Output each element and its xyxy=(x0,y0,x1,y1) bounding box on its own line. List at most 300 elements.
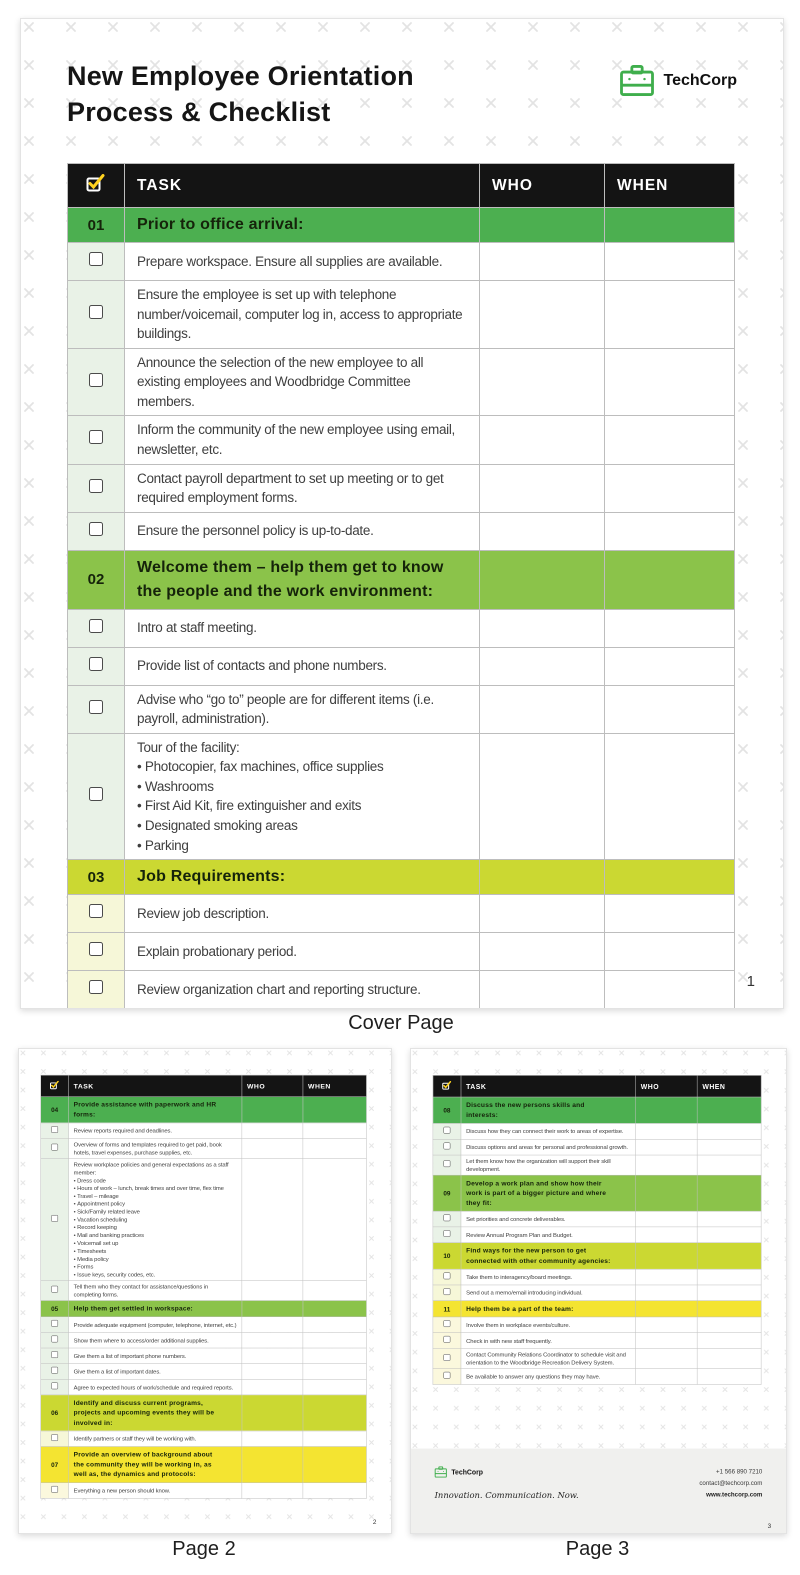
table-header-row xyxy=(68,164,735,208)
table-header-row xyxy=(41,1075,367,1096)
who-cell[interactable] xyxy=(480,971,605,1009)
when-cell[interactable] xyxy=(605,733,735,859)
section-title: Provide an overview of background about the community they will be working in, as well as, the dynamics and protocols: xyxy=(69,1447,242,1483)
task-row xyxy=(41,1317,367,1333)
task-row xyxy=(433,1139,761,1155)
task-text: Announce the selection of the new employee to all existing employees and Woodbridge Committee members. xyxy=(125,348,480,416)
section-title: Welcome them – help them get to know the people and the work environment: xyxy=(125,550,480,609)
page2-card xyxy=(18,1048,392,1534)
who-cell[interactable] xyxy=(480,647,605,685)
task-row xyxy=(41,1333,367,1349)
section-header-row xyxy=(433,1301,761,1317)
checkbox-cell[interactable] xyxy=(41,1483,69,1499)
checkbox-cell[interactable] xyxy=(433,1269,461,1285)
task-bullet: • Record keeping xyxy=(74,1223,237,1231)
task-bullet: • Hours of work – lunch, break times and over time, flex time xyxy=(74,1184,237,1192)
task-text-lead: Tour of the facility: xyxy=(137,739,240,755)
when-cell[interactable] xyxy=(697,1211,761,1227)
task-text: Inform the community of the new employee using email, newsletter, etc. xyxy=(125,416,480,464)
when-cell[interactable] xyxy=(697,1123,761,1139)
task-bullet: • Parking xyxy=(137,836,467,856)
task-text: Identify partners or staff they will be working with. xyxy=(69,1431,242,1447)
who-cell[interactable] xyxy=(242,1348,303,1364)
section-who-cell xyxy=(636,1175,698,1211)
task-row xyxy=(433,1285,761,1301)
task-checkbox[interactable] xyxy=(443,1215,450,1222)
task-text: Contact Community Relations Coordinator to schedule visit and orientation to the Woodbridge Recreation Delivery System. xyxy=(461,1349,636,1369)
task-text: Prepare workspace. Ensure all supplies are available. xyxy=(125,243,480,281)
who-cell[interactable] xyxy=(480,609,605,647)
check-column-header xyxy=(41,1075,69,1096)
checkbox-cell[interactable] xyxy=(433,1369,461,1385)
checkbox-cell[interactable] xyxy=(68,647,125,685)
task-checkbox[interactable] xyxy=(51,1367,58,1374)
checkbox-cell[interactable] xyxy=(68,512,125,550)
task-checkbox[interactable] xyxy=(89,305,103,319)
when-cell[interactable] xyxy=(605,416,735,464)
task-text: Explain probationary period. xyxy=(125,933,480,971)
section-when-cell xyxy=(697,1175,761,1211)
task-checkbox[interactable] xyxy=(443,1372,450,1379)
task-bullet: • Appointment policy xyxy=(74,1200,237,1208)
section-when-cell xyxy=(303,1097,366,1123)
section-title: Find ways for the new person to get connected with other community agencies: xyxy=(461,1243,636,1269)
task-row xyxy=(68,281,735,349)
when-cell[interactable] xyxy=(605,512,735,550)
who-cell[interactable] xyxy=(480,348,605,416)
task-bullet: • Media policy xyxy=(74,1255,237,1263)
checkbox-cell[interactable] xyxy=(41,1123,69,1139)
section-header-row xyxy=(41,1301,367,1317)
task-text: Discuss options and areas for personal and professional growth. xyxy=(461,1139,636,1155)
task-row xyxy=(433,1369,761,1385)
task-row xyxy=(433,1211,761,1227)
checkbox-cell[interactable] xyxy=(41,1348,69,1364)
section-title: Develop a work plan and show how their work is part of a bigger picture and where they fit: xyxy=(461,1175,636,1211)
briefcase-icon xyxy=(435,1466,447,1477)
checklist-table-cover xyxy=(67,163,735,1009)
who-cell[interactable] xyxy=(636,1333,698,1349)
task-checkbox[interactable] xyxy=(51,1144,58,1151)
task-text: Send out a memo/email introducing individual. xyxy=(461,1285,636,1301)
task-row xyxy=(433,1317,761,1333)
section-when-cell xyxy=(697,1301,761,1317)
task-text: Review reports required and deadlines. xyxy=(69,1123,242,1139)
who-cell[interactable] xyxy=(636,1369,698,1385)
when-cell[interactable] xyxy=(303,1364,366,1380)
section-who-cell xyxy=(480,550,605,609)
task-text: Review job description. xyxy=(125,895,480,933)
section-number: 04 xyxy=(41,1097,69,1123)
task-checkbox[interactable] xyxy=(89,787,103,801)
footer-phone: +1 566 890 7210 xyxy=(716,1468,763,1476)
when-cell[interactable] xyxy=(605,281,735,349)
when-cell[interactable] xyxy=(303,1281,366,1301)
task-text: Ensure the personnel policy is up-to-date. xyxy=(125,512,480,550)
checkbox-cell[interactable] xyxy=(433,1155,461,1175)
checkbox-cell[interactable] xyxy=(68,348,125,416)
task-checkbox[interactable] xyxy=(89,980,103,994)
cover-caption: Cover Page xyxy=(348,1012,454,1034)
when-cell[interactable] xyxy=(697,1333,761,1349)
task-row xyxy=(41,1364,367,1380)
who-cell[interactable] xyxy=(242,1317,303,1333)
checkbox-cell[interactable] xyxy=(433,1285,461,1301)
checkbox-cell[interactable] xyxy=(433,1139,461,1155)
task-checkbox[interactable] xyxy=(89,522,103,536)
task-row xyxy=(433,1155,761,1175)
task-row xyxy=(433,1333,761,1349)
page-title-line1: New Employee Orientation xyxy=(67,61,414,91)
who-cell[interactable] xyxy=(636,1227,698,1243)
task-row xyxy=(68,647,735,685)
page3-document xyxy=(411,1049,786,1534)
task-bullet: • Sick/Family related leave xyxy=(74,1208,237,1216)
who-cell[interactable] xyxy=(636,1269,698,1285)
who-cell[interactable] xyxy=(242,1379,303,1395)
who-cell[interactable] xyxy=(480,512,605,550)
task-bullet: • Photocopier, fax machines, office supplies xyxy=(137,757,467,777)
document-footer xyxy=(411,1449,786,1534)
when-cell[interactable] xyxy=(605,933,735,971)
task-text: Discuss how they can connect their work to areas of expertise. xyxy=(461,1123,636,1139)
task-text-lead: Review workplace policies and general expectations as a staff member: xyxy=(73,1161,229,1176)
section-who-cell xyxy=(242,1447,303,1483)
when-cell[interactable] xyxy=(303,1138,366,1158)
task-row xyxy=(68,512,735,550)
section-when-cell xyxy=(303,1447,366,1483)
checkbox-cell[interactable] xyxy=(41,1333,69,1349)
when-cell[interactable] xyxy=(697,1227,761,1243)
task-row xyxy=(68,685,735,733)
when-cell[interactable] xyxy=(303,1158,366,1280)
task-bullet: • Designated smoking areas xyxy=(137,816,467,836)
when-cell[interactable] xyxy=(697,1269,761,1285)
checkbox-cell[interactable] xyxy=(41,1379,69,1395)
task-checkbox[interactable] xyxy=(89,700,103,714)
checkbox-cell[interactable] xyxy=(68,609,125,647)
checkbox-cell[interactable] xyxy=(68,895,125,933)
section-header-row xyxy=(41,1097,367,1123)
task-row xyxy=(68,895,735,933)
who-cell[interactable] xyxy=(636,1139,698,1155)
task-row xyxy=(41,1138,367,1158)
task-row xyxy=(41,1431,367,1447)
task-text: Advise who “go to” people are for different items (i.e. payroll, administration). xyxy=(125,685,480,733)
who-cell[interactable] xyxy=(636,1155,698,1175)
checkbox-cell[interactable] xyxy=(433,1227,461,1243)
section-number: 09 xyxy=(433,1175,461,1211)
task-text: Let them know how the organization will support their skill development. xyxy=(461,1155,636,1175)
task-row xyxy=(68,609,735,647)
checkbox-cell[interactable] xyxy=(433,1349,461,1369)
checkbox-cell[interactable] xyxy=(68,416,125,464)
checkbox-cell[interactable] xyxy=(433,1211,461,1227)
task-text: Review organization chart and reporting structure. xyxy=(125,971,480,1009)
task-row xyxy=(68,464,735,512)
task-bullet: • Washrooms xyxy=(137,777,467,797)
checkbox-cell[interactable] xyxy=(41,1317,69,1333)
task-bullet: • Issue keys, security codes, etc. xyxy=(74,1271,237,1279)
task-row xyxy=(68,733,735,859)
task-text: Contact payroll department to set up meeting or to get required employment forms. xyxy=(125,464,480,512)
who-cell[interactable] xyxy=(636,1285,698,1301)
task-text: Give them a list of important dates. xyxy=(69,1364,242,1380)
checkbox-cell[interactable] xyxy=(68,281,125,349)
task-checkbox[interactable] xyxy=(51,1320,58,1327)
task-checkbox[interactable] xyxy=(443,1336,450,1343)
who-cell[interactable] xyxy=(242,1158,303,1280)
task-text: Overview of forms and templates required to get paid, book hotels, travel expenses, purchase supplies, etc. xyxy=(69,1138,242,1158)
section-number: 02 xyxy=(68,550,125,609)
who-cell[interactable] xyxy=(242,1281,303,1301)
task-bullet: • Timesheets xyxy=(74,1247,237,1255)
task-checkbox[interactable] xyxy=(443,1142,450,1149)
who-cell[interactable] xyxy=(480,933,605,971)
task-bullet: • Vacation scheduling xyxy=(74,1216,237,1224)
section-who-cell xyxy=(480,860,605,895)
task-checkbox[interactable] xyxy=(89,479,103,493)
section-header-row xyxy=(68,860,735,895)
when-cell[interactable] xyxy=(605,243,735,281)
task-checkbox[interactable] xyxy=(443,1288,450,1295)
when-cell[interactable] xyxy=(697,1349,761,1369)
checkbox-cell[interactable] xyxy=(433,1333,461,1349)
task-text: Agree to expected hours of work/schedule and required reports. xyxy=(69,1379,242,1395)
footer-brand-name: TechCorp xyxy=(451,1468,484,1476)
checkbox-cell[interactable] xyxy=(41,1138,69,1158)
section-who-cell xyxy=(480,208,605,243)
section-who-cell xyxy=(242,1097,303,1123)
task-checkbox[interactable] xyxy=(89,942,103,956)
task-text: Tell them who they contact for assistance/questions in completing forms. xyxy=(69,1281,242,1301)
task-row xyxy=(68,243,735,281)
when-cell[interactable] xyxy=(697,1139,761,1155)
footer-brand-logo xyxy=(435,1466,579,1477)
brand-name: TechCorp xyxy=(663,71,737,89)
task-column-header: TASK xyxy=(69,1075,242,1096)
task-checkbox[interactable] xyxy=(89,657,103,671)
footer-website[interactable]: www.techcorp.com xyxy=(706,1491,763,1498)
section-number: 08 xyxy=(433,1097,461,1123)
section-number: 06 xyxy=(41,1395,69,1431)
task-text: Provide list of contacts and phone numbers. xyxy=(125,647,480,685)
when-cell[interactable] xyxy=(303,1379,366,1395)
section-when-cell xyxy=(697,1097,761,1123)
who-cell[interactable] xyxy=(242,1138,303,1158)
section-number: 07 xyxy=(41,1447,69,1483)
task-row xyxy=(41,1379,367,1395)
when-cell[interactable] xyxy=(605,348,735,416)
when-cell[interactable] xyxy=(605,895,735,933)
task-checkbox[interactable] xyxy=(51,1215,58,1222)
task-checkbox[interactable] xyxy=(89,373,103,387)
page3-card xyxy=(410,1048,787,1534)
when-cell[interactable] xyxy=(303,1317,366,1333)
when-cell[interactable] xyxy=(697,1285,761,1301)
who-cell[interactable] xyxy=(636,1211,698,1227)
when-cell[interactable] xyxy=(697,1317,761,1333)
section-header-row xyxy=(68,550,735,609)
when-column-header: WHEN xyxy=(697,1075,761,1097)
when-cell[interactable] xyxy=(605,647,735,685)
task-text: Intro at staff meeting. xyxy=(125,609,480,647)
task-text xyxy=(69,1158,242,1280)
page-number: 1 xyxy=(746,973,755,990)
section-title: Identify and discuss current programs, projects and upcoming events they will be involved in: xyxy=(69,1395,242,1431)
task-bullet: • Voicemail set up xyxy=(74,1239,237,1247)
section-number: 05 xyxy=(41,1301,69,1317)
task-row xyxy=(41,1281,367,1301)
task-text: Provide adequate equipment (computer, telephone, internet, etc.) xyxy=(69,1317,242,1333)
footer-tagline: Innovation. Communication. Now. xyxy=(434,1490,579,1501)
task-checkbox[interactable] xyxy=(89,252,103,266)
task-column-header: TASK xyxy=(125,164,480,208)
when-cell[interactable] xyxy=(605,464,735,512)
when-cell[interactable] xyxy=(303,1333,366,1349)
checkbox-cell[interactable] xyxy=(68,243,125,281)
task-bullet: • Dress code xyxy=(74,1176,237,1184)
checkbox-cell[interactable] xyxy=(68,933,125,971)
section-when-cell xyxy=(605,860,735,895)
checkbox-cell[interactable] xyxy=(68,685,125,733)
section-header-row xyxy=(41,1447,367,1483)
task-checkbox[interactable] xyxy=(51,1336,58,1343)
section-when-cell xyxy=(605,208,735,243)
task-checkbox[interactable] xyxy=(51,1434,58,1441)
checkbox-cell[interactable] xyxy=(68,733,125,859)
who-cell[interactable] xyxy=(480,416,605,464)
who-column-header: WHO xyxy=(242,1075,303,1096)
who-cell[interactable] xyxy=(242,1364,303,1380)
section-when-cell xyxy=(303,1301,366,1317)
checkbox-cell[interactable] xyxy=(433,1317,461,1333)
section-title: Discuss the new persons skills and interests: xyxy=(461,1097,636,1123)
when-cell[interactable] xyxy=(605,971,735,1009)
when-cell[interactable] xyxy=(303,1483,366,1499)
who-cell[interactable] xyxy=(480,243,605,281)
who-cell[interactable] xyxy=(636,1317,698,1333)
brand-logo xyxy=(620,65,737,96)
task-checkbox[interactable] xyxy=(443,1272,450,1279)
task-checkbox[interactable] xyxy=(51,1383,58,1390)
who-cell[interactable] xyxy=(242,1123,303,1139)
footer-email[interactable]: contact@techcorp.com xyxy=(699,1479,763,1487)
task-row xyxy=(41,1123,367,1139)
page2-document xyxy=(19,1049,391,1532)
task-checkbox[interactable] xyxy=(89,430,103,444)
section-number: 10 xyxy=(433,1243,461,1269)
when-column-header: WHEN xyxy=(605,164,735,208)
page3-caption: Page 3 xyxy=(565,1538,630,1560)
when-cell[interactable] xyxy=(697,1369,761,1385)
check-column-header xyxy=(68,164,125,208)
briefcase-icon xyxy=(620,65,654,96)
task-text: Check in with new staff frequently. xyxy=(461,1333,636,1349)
task-text: Review Annual Program Plan and Budget. xyxy=(461,1227,636,1243)
task-checkbox[interactable] xyxy=(443,1230,450,1237)
footer-contact-block xyxy=(699,1466,762,1500)
task-checkbox[interactable] xyxy=(51,1351,58,1358)
task-row xyxy=(41,1483,367,1499)
check-column-header xyxy=(433,1075,461,1097)
checkbox-cell[interactable] xyxy=(68,464,125,512)
task-checkbox[interactable] xyxy=(89,904,103,918)
task-row xyxy=(68,933,735,971)
section-who-cell xyxy=(636,1301,698,1317)
task-checkbox[interactable] xyxy=(443,1160,450,1167)
checkbox-cell[interactable] xyxy=(41,1431,69,1447)
task-checkbox[interactable] xyxy=(51,1126,58,1133)
checkbox-cell[interactable] xyxy=(68,971,125,1009)
section-who-cell xyxy=(242,1301,303,1317)
when-cell[interactable] xyxy=(303,1431,366,1447)
when-cell[interactable] xyxy=(605,609,735,647)
when-cell[interactable] xyxy=(605,685,735,733)
task-bullet: • Forms xyxy=(74,1263,237,1271)
who-cell[interactable] xyxy=(480,464,605,512)
task-text: Give them a list of important phone numbers. xyxy=(69,1348,242,1364)
checkmark-icon xyxy=(442,1081,452,1090)
task-checkbox[interactable] xyxy=(51,1486,58,1493)
task-row xyxy=(433,1269,761,1285)
section-when-cell xyxy=(303,1395,366,1431)
task-checkbox[interactable] xyxy=(443,1127,450,1134)
task-bullet: • Travel – mileage xyxy=(74,1192,237,1200)
who-column-header: WHO xyxy=(636,1075,698,1097)
task-bullet: • Mail and banking practices xyxy=(74,1231,237,1239)
task-checkbox[interactable] xyxy=(443,1320,450,1327)
checkbox-cell[interactable] xyxy=(433,1123,461,1139)
section-title: Help them get settled in workspace: xyxy=(69,1301,242,1317)
task-checkbox[interactable] xyxy=(89,619,103,633)
task-checkbox[interactable] xyxy=(51,1286,58,1293)
task-text: Everything a new person should know. xyxy=(69,1483,242,1499)
page-number: 2 xyxy=(372,1518,377,1526)
who-cell[interactable] xyxy=(242,1483,303,1499)
checkbox-cell[interactable] xyxy=(41,1364,69,1380)
task-row xyxy=(433,1123,761,1139)
section-number: 03 xyxy=(68,860,125,895)
cover-page-card xyxy=(20,18,784,1009)
task-column-header: TASK xyxy=(461,1075,636,1097)
section-header-row xyxy=(68,208,735,243)
who-cell[interactable] xyxy=(636,1349,698,1369)
who-cell[interactable] xyxy=(480,733,605,859)
section-header-row xyxy=(41,1395,367,1431)
who-cell[interactable] xyxy=(480,895,605,933)
checkmark-icon xyxy=(50,1081,60,1090)
section-number: 01 xyxy=(68,208,125,243)
who-cell[interactable] xyxy=(242,1431,303,1447)
when-cell[interactable] xyxy=(303,1123,366,1139)
section-number: 11 xyxy=(433,1301,461,1317)
who-cell[interactable] xyxy=(242,1333,303,1349)
section-who-cell xyxy=(636,1097,698,1123)
when-cell[interactable] xyxy=(697,1155,761,1175)
checkbox-cell[interactable] xyxy=(41,1281,69,1301)
task-text xyxy=(125,733,480,859)
task-row xyxy=(68,416,735,464)
who-cell[interactable] xyxy=(480,685,605,733)
task-checkbox[interactable] xyxy=(443,1354,450,1361)
checkbox-cell[interactable] xyxy=(41,1158,69,1280)
section-when-cell xyxy=(697,1243,761,1269)
page-number: 3 xyxy=(767,1521,772,1530)
when-cell[interactable] xyxy=(303,1348,366,1364)
who-cell[interactable] xyxy=(636,1123,698,1139)
who-cell[interactable] xyxy=(480,281,605,349)
